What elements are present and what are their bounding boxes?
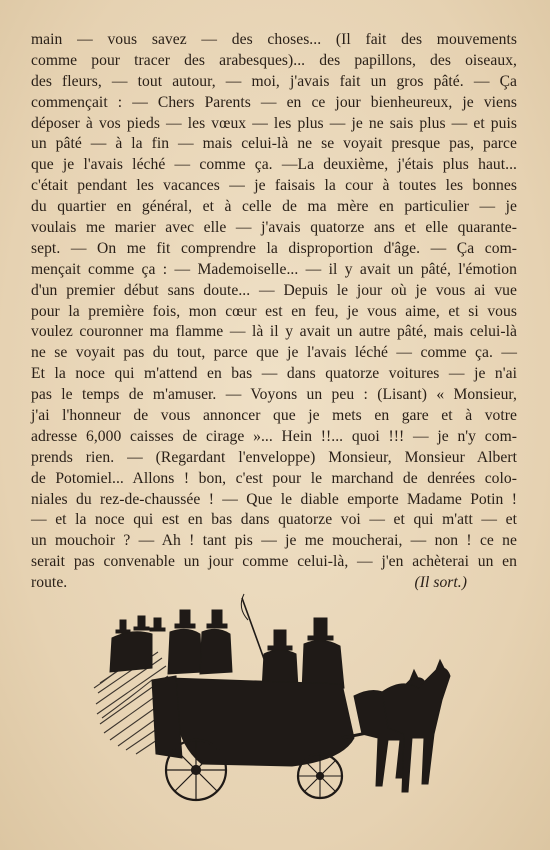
text-line: voulais me marier avec elle — j'avais quatorze ans et elle quarante- (31, 219, 517, 237)
text-line: de Potomiel... Allons ! bon, c'est pour le marchand de denrées colo- (31, 469, 517, 487)
prose-text (31, 30, 517, 594)
text-line: sept. — On me fit comprendre la disproportion d'âge. — Ça com- (31, 239, 517, 257)
text-line: pour la première fois, mon cœur est en feu, je vous aime, et si vous (31, 302, 517, 320)
text-line: j'ai l'honneur de vous annoncer que je mets en gare et à votre (31, 407, 517, 425)
text-line: pas le temps de m'amuser. — Voyons un peu : (Lisant) « Monsieur, (31, 386, 517, 404)
carriage-horses-illustration (92, 588, 452, 838)
text-line: des fleurs, — tout autour, — moi, j'avais fait un gros pâté. — Ça (31, 72, 517, 90)
final-word: route. (31, 574, 68, 592)
text-line: d'un premier début sans doute... — Depuis le jour où je vous ai vue (31, 281, 517, 299)
text-line: niales du rez-de-chaussée ! — Que le diable emporte Madame Potin ! (31, 490, 517, 508)
text-line: voulez couronner ma flamme — là il y avait un autre pâté, mais celui-là (31, 323, 517, 341)
text-line: ne se voyait pas du tout, parce que je l'avais léché — comme ça. — (31, 344, 517, 362)
text-line: serait pas convenable un jour comme celui-là, — j'en achèterai un en (31, 553, 517, 571)
text-line: du quartier en général, et à celle de ma mère en particulier — je (31, 198, 517, 216)
text-line: Et la noce qui m'attend en bas — dans quatorze voitures — je n'ai (31, 365, 517, 383)
text-line: comme pour tracer des arabesques)... des papillons, des oiseaux, (31, 51, 517, 69)
text-line: commençait : — Chers Parents — en ce jour bienheureux, je viens (31, 93, 517, 111)
text-line: c'était pendant les vacances — je faisais la cour à toutes les bonnes (31, 177, 517, 195)
stage-direction-exit: (Il sort.) (414, 574, 467, 592)
text-line: déposer à vos pieds — les vœux — les plus — je ne sais plus — et puis (31, 114, 517, 132)
text-line: un mouchoir ? — Ah ! tant pis — je me moucherai, — non ! ce ne (31, 532, 517, 550)
text-line: que je l'avais léché — comme ça. —La deuxième, j'étais plus haut... (31, 156, 517, 174)
text-line: prends rien. — (Regardant l'enveloppe) Monsieur, Monsieur Albert (31, 448, 517, 466)
text-line: adresse 6,000 caisses de cirage »... Hein !!... quoi !!! — je n'y com- (31, 427, 517, 445)
text-line: main — vous savez — des choses... (Il fait des mouvements (31, 31, 517, 48)
text-line: mençait comme ça : — Mademoiselle... — il y avait un pâté, l'émotion (31, 260, 517, 278)
text-line: un pâté — à la fin — mais celui-là ne se voyait presque pas, parce (31, 135, 517, 153)
text-line: — et la noce qui est en bas dans quatorze voi — et qui m'att — et (31, 511, 517, 529)
